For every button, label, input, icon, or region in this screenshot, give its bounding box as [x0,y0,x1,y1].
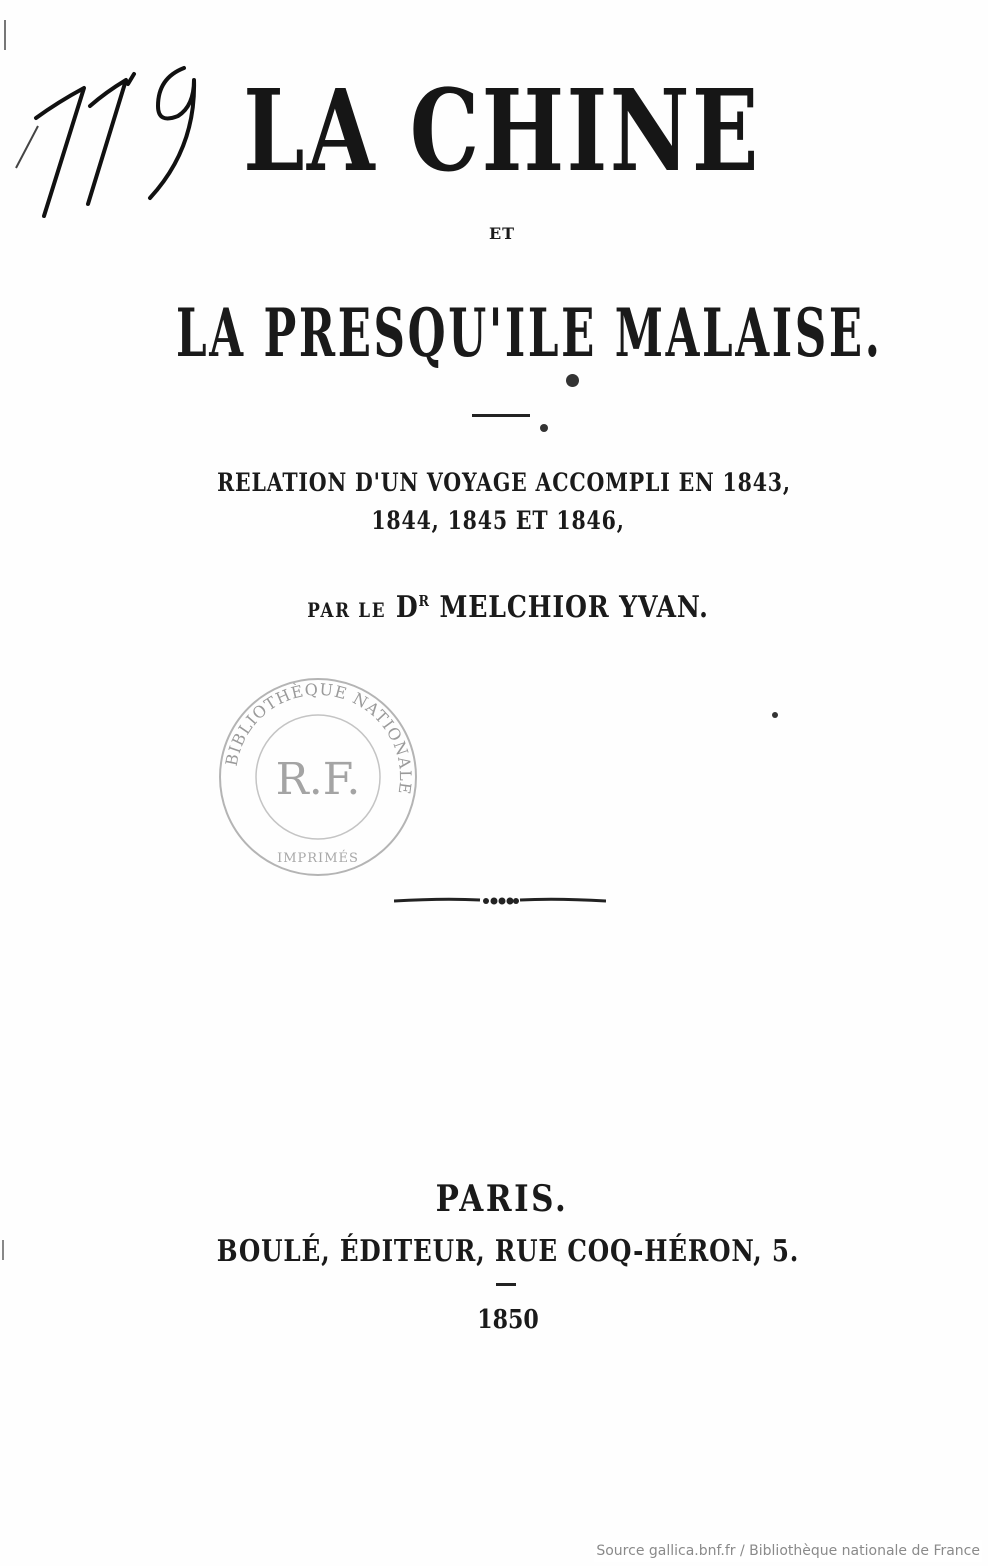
secondary-title: LA PRESQU'ILE MALAISE. [175,294,883,372]
author-name: MELCHIOR YVAN. [439,590,709,625]
library-stamp [208,672,428,882]
author-title: $D^R$ [395,590,430,625]
publisher-city: PARIS. [435,1178,569,1220]
publication-year: 1850 [477,1305,539,1335]
title-conjunction: ET [488,224,516,243]
scan-speck [2,1240,4,1260]
scan-speck [4,20,6,50]
scan-speck [772,712,778,718]
year-divider [496,1283,516,1286]
scan-speck [540,424,548,432]
svg-text:R.F.: R.F. [275,754,361,805]
svg-text:BIBLIOTHÈQUE NATIONALE: BIBLIOTHÈQUE NATIONALE [221,679,416,797]
source-note: Source gallica.bnf.fr / Bibliothèque nationale de France [594,1540,982,1562]
author-line [93,590,923,628]
svg-text:IMPRIMÉS: IMPRIMÉS [277,851,359,866]
short-divider [472,414,530,417]
ornamental-rule [394,894,606,908]
ornament-dot [566,374,579,387]
subtitle-line-2: 1844, 1845 ET 1846, [371,506,625,535]
author-prefix: PAR LE [307,598,387,622]
publisher-address: BOULÉ, ÉDITEUR, RUE COQ-HÉRON, 5. [216,1234,800,1269]
main-title: LA CHINE [243,66,761,197]
subtitle-line-1: RELATION D'UN VOYAGE ACCOMPLI EN 1843, [217,468,791,497]
